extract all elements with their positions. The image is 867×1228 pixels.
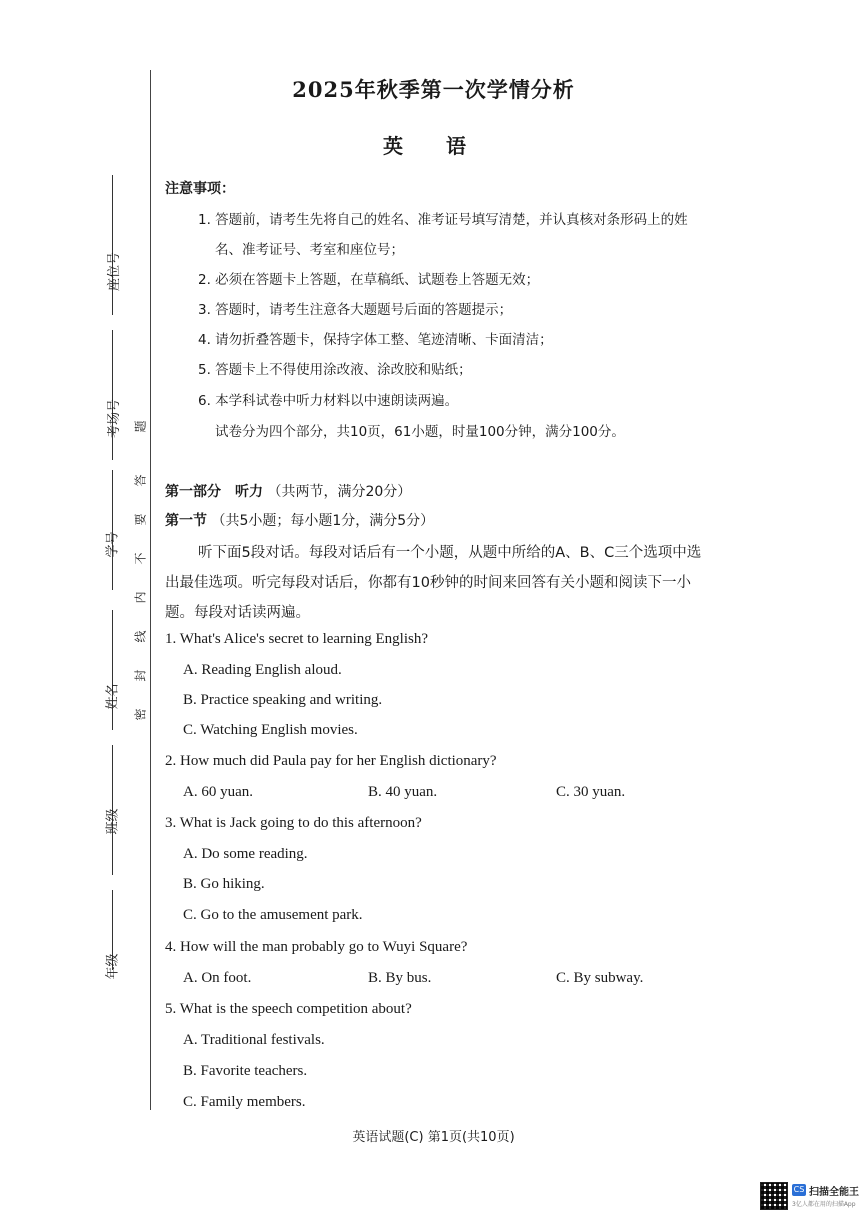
section-heading xyxy=(165,510,434,530)
seat-field-line xyxy=(112,175,113,315)
option: A. 60 yuan. xyxy=(183,784,253,800)
option: B. By bus. xyxy=(368,970,432,986)
seal-char: 要 xyxy=(133,513,148,526)
exam-summary: 试卷分为四个部分，共10页，61小题，时量100分钟，满分100分。 xyxy=(215,424,625,440)
binding-line xyxy=(150,70,151,1110)
question-stem: 4. How will the man probably go to Wuyi Square? xyxy=(165,939,468,955)
option: C. Go to the amusement park. xyxy=(183,907,363,923)
note-item: 5. 答题卡上不得使用涂改液、涂改胶和贴纸； xyxy=(198,362,472,378)
note-item: 4. 请勿折叠答题卡，保持字体工整、笔迹清晰、卡面清洁； xyxy=(198,332,553,348)
instruction-line: 听下面5段对话。每段对话后有一个小题，从题中所给的A、B、C三个选项中选 xyxy=(198,545,702,561)
option: A. Do some reading. xyxy=(183,846,308,862)
note-item: 2. 必须在答题卡上答题，在草稿纸、试题卷上答题无效； xyxy=(198,272,540,288)
seal-char: 不 xyxy=(133,552,148,565)
instruction-line: 出最佳选项。听完每段对话后，你都有10秒钟的时间来回答有关小题和阅读下一小 xyxy=(165,575,691,591)
question-stem: 2. How much did Paula pay for her English dictionary? xyxy=(165,753,497,769)
student-id-label: 学号 xyxy=(105,531,121,558)
subject-title: 英 语 xyxy=(383,134,484,158)
notes-heading: 注意事项： xyxy=(165,181,235,197)
seal-char: 题 xyxy=(133,420,148,433)
option: A. Traditional festivals. xyxy=(183,1032,325,1048)
option: B. Go hiking. xyxy=(183,876,265,892)
exam-title: 2025年秋季第一次学情分析 xyxy=(292,77,575,102)
question-stem: 1. What's Alice's secret to learning English? xyxy=(165,631,428,647)
option: B. 40 yuan. xyxy=(368,784,438,800)
scanner-watermark xyxy=(760,1182,859,1212)
camscanner-logo-icon: CS xyxy=(793,1185,805,1194)
option: A. On foot. xyxy=(183,970,252,986)
section-detail: （共5小题；每小题1分，满分5分） xyxy=(211,513,435,529)
note-item: 1. 答题前，请考生先将自己的姓名、准考证号填写清楚，并认真核对条形码上的姓 xyxy=(198,212,688,228)
seal-char: 封 xyxy=(133,669,148,682)
name-label: 姓名 xyxy=(105,683,121,710)
seat-number-label: 座位号 xyxy=(107,251,123,292)
exam-room-field-line xyxy=(112,330,113,460)
page-footer: 英语试题(C) 第1页(共10页) xyxy=(352,1130,515,1145)
watermark-subtitle: 3亿人都在用的扫描App xyxy=(792,1201,856,1208)
qr-code-icon xyxy=(760,1182,788,1210)
question-stem: 5. What is the speech competition about? xyxy=(165,1001,412,1017)
option: C. 30 yuan. xyxy=(556,784,626,800)
watermark-name: 扫描全能王 xyxy=(809,1187,859,1198)
name-field-line xyxy=(112,610,113,730)
grade-label: 年级 xyxy=(105,953,121,980)
seal-char: 线 xyxy=(133,630,148,643)
seal-char: 答 xyxy=(133,474,148,487)
seal-char: 密 xyxy=(133,708,148,721)
seal-char: 内 xyxy=(133,591,148,604)
option: C. Family members. xyxy=(183,1094,306,1110)
class-label: 班级 xyxy=(105,808,121,835)
note-item: 名、准考证号、考室和座位号； xyxy=(215,242,404,258)
option: C. Watching English movies. xyxy=(183,722,358,738)
student-id-field-line xyxy=(112,470,113,590)
option: B. Favorite teachers. xyxy=(183,1063,308,1079)
option: C. By subway. xyxy=(556,970,644,986)
part-title: 第一部分 听力 xyxy=(165,484,263,500)
part-heading xyxy=(165,481,411,501)
section-title: 第一节 xyxy=(165,513,207,529)
note-item: 3. 答题时，请考生注意各大题题号后面的答题提示； xyxy=(198,302,513,318)
note-item: 6. 本学科试卷中听力材料以中速朗读两遍。 xyxy=(198,393,459,409)
option: B. Practice speaking and writing. xyxy=(183,692,383,708)
option: A. Reading English aloud. xyxy=(183,662,342,678)
instruction-line: 题。每段对话读两遍。 xyxy=(165,605,310,621)
question-stem: 3. What is Jack going to do this afternoon? xyxy=(165,815,422,831)
part-detail: （共两节，满分20分） xyxy=(267,484,412,500)
exam-room-label: 考场号 xyxy=(107,398,123,439)
